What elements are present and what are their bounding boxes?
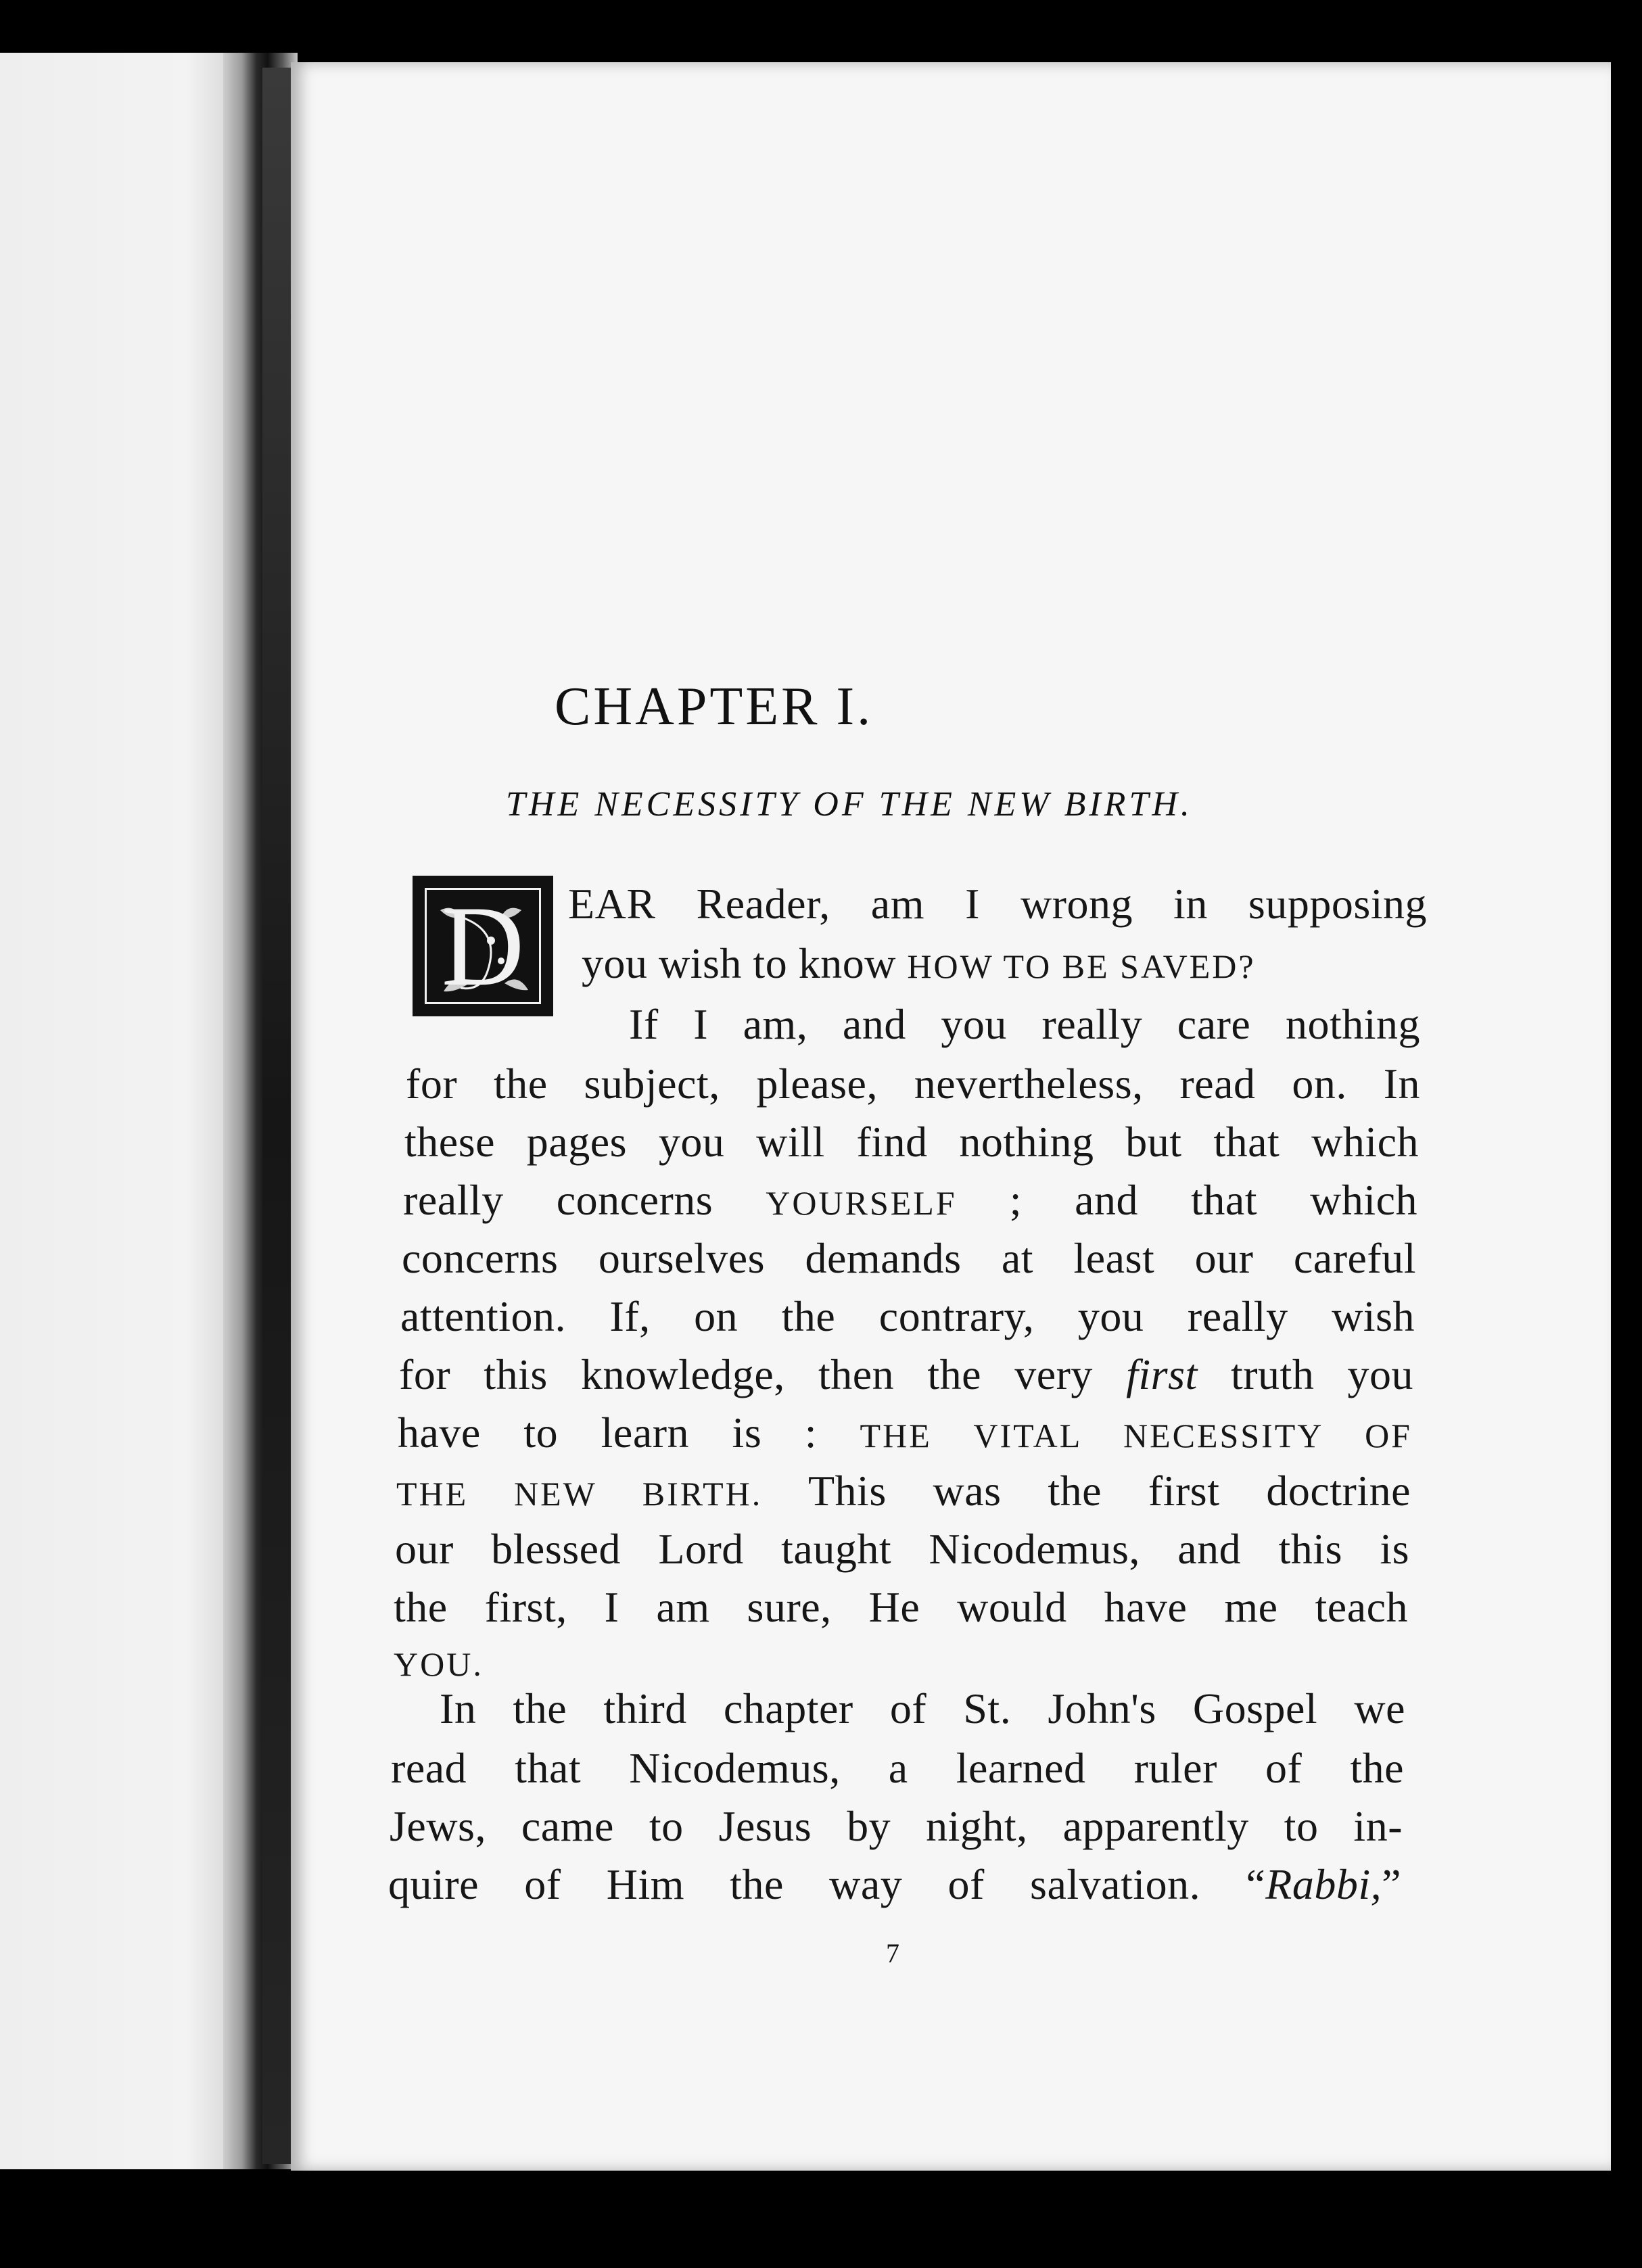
text-line: In the third chapter of St. John's Gospel we (440, 1684, 1405, 1732)
text-line: YOU. (394, 1645, 484, 1683)
text-line: attention. If, on the contrary, you really wish (400, 1292, 1415, 1340)
text-line: EAR Reader, am I wrong in supposing (568, 880, 1427, 928)
text-line: read that Nicodemus, a learned ruler of the (391, 1744, 1404, 1792)
text-line: THE NEW BIRTH. This was the first doctrine (396, 1467, 1411, 1515)
text-line: If I am, and you really care nothing (629, 1000, 1420, 1048)
text-line: really concerns YOURSELF ; and that which (403, 1176, 1418, 1224)
drop-cap-frame (425, 882, 541, 1010)
left-page-edge (0, 53, 233, 2169)
text-line: our blessed Lord taught Nicodemus, and this is (395, 1525, 1409, 1573)
text-line: for the subject, please, nevertheless, read on. In (406, 1060, 1420, 1108)
gutter-shadow (262, 68, 295, 2164)
book-page (291, 62, 1611, 2171)
text-line: you wish to know HOW TO BE SAVED? (582, 939, 1256, 987)
ornamental-drop-cap (413, 876, 553, 1016)
text-line: for this knowledge, then the very first truth you (399, 1350, 1414, 1398)
page-number: 7 (886, 1938, 899, 1968)
chapter-heading: CHAPTER I. (555, 677, 874, 736)
chapter-subtitle: THE NECESSITY OF THE NEW BIRTH. (506, 785, 1193, 824)
text-line: the first, I am sure, He would have me teach (394, 1583, 1408, 1631)
text-line: quire of Him the way of salvation. “Rabbi,” (388, 1860, 1401, 1908)
drop-cap-letter: D (441, 882, 525, 1010)
text-line: concerns ourselves demands at least our careful (402, 1234, 1416, 1282)
text-line: Jews, came to Jesus by night, apparently to in- (390, 1802, 1403, 1850)
text-line: have to learn is : THE VITAL NECESSITY OF (398, 1409, 1412, 1457)
text-line: these pages you will find nothing but that which (404, 1118, 1419, 1166)
